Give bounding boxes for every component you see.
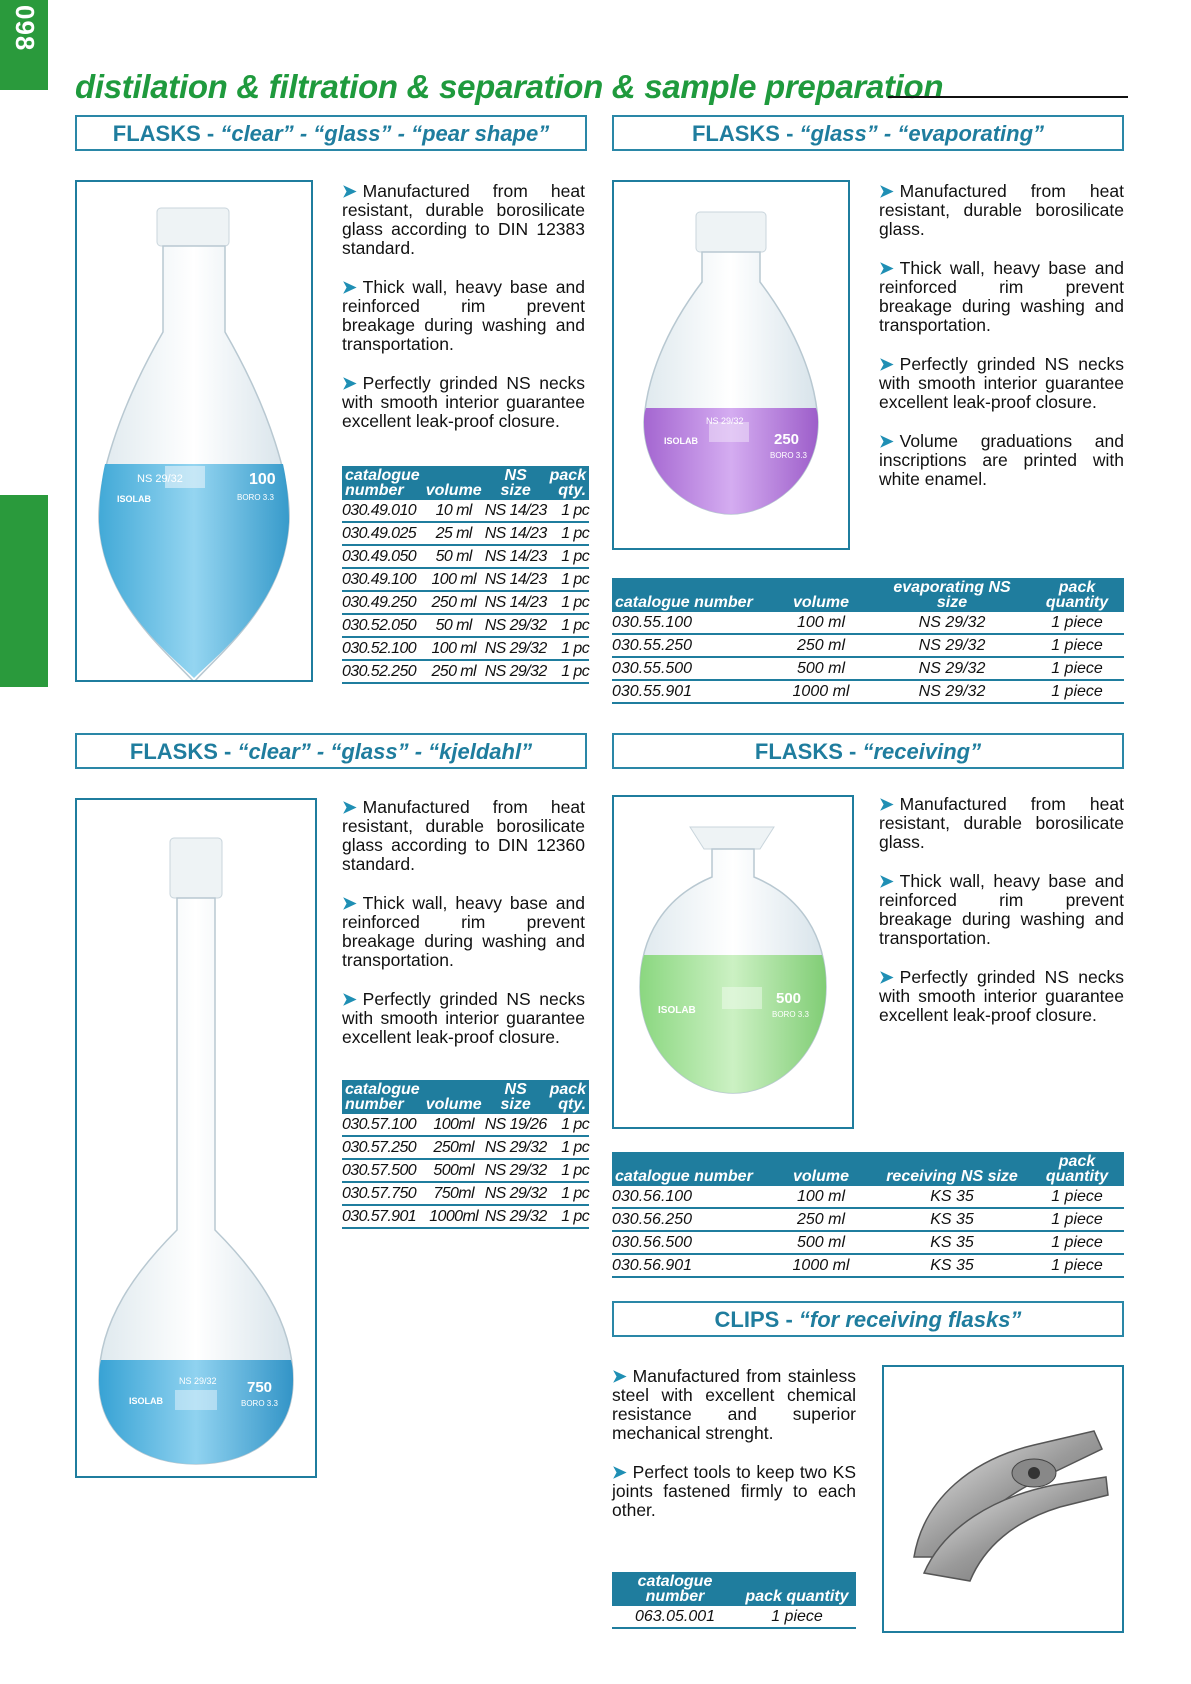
arrow-icon: ➤ <box>879 871 894 891</box>
bullet: ➤ Perfectly grinded NS necks with smooth interior guarantee excellent leak-proof closure. <box>342 989 585 1047</box>
evaporating-flask-image <box>612 180 850 550</box>
evap-label-brand: ISOLAB <box>664 436 699 446</box>
table-row: 063.05.001 1 piece <box>612 1606 856 1628</box>
kjeldahl-label-boro: BORO 3.3 <box>241 1399 278 1408</box>
table-row: 030.56.100 100 ml KS 35 1 piece <box>612 1186 1124 1208</box>
bullet: ➤ Thick wall, heavy base and reinforced rim prevent breakage during washing and transportation. <box>342 277 585 354</box>
col-catalogue: catalogue number <box>342 466 423 500</box>
col-ns-size: evaporating NS size <box>874 578 1030 612</box>
pear-flask-image <box>75 180 313 682</box>
arrow-icon: ➤ <box>612 1462 627 1482</box>
evap-label-ns: NS 29/32 <box>706 416 744 426</box>
kjeldahl-bullets <box>342 798 585 1067</box>
section-header-sub: “receiving” <box>862 739 982 764</box>
arrow-icon: ➤ <box>879 967 894 987</box>
arrow-icon: ➤ <box>879 181 894 201</box>
arrow-icon: ➤ <box>879 258 894 278</box>
pear-label-ns: NS 29/32 <box>137 473 183 485</box>
bullet: ➤ Manufactured from heat resistant, durable borosilicate glass. <box>879 181 1124 239</box>
col-volume: volume <box>768 1152 874 1186</box>
receiving-label-brand: ISOLAB <box>658 1005 696 1016</box>
receiving-label-volume: 500 <box>776 990 802 1007</box>
col-catalogue: catalogue number <box>612 1152 768 1186</box>
evaporating-catalogue-table <box>612 578 1124 704</box>
bullet: ➤ Perfect tools to keep two KS joints fastened firmly to each other. <box>612 1462 856 1520</box>
receiving-catalogue-table <box>612 1152 1124 1278</box>
table-row: 030.57.901 1000ml NS 29/32 1 pc <box>342 1205 589 1228</box>
section-header-main: FLASKS - <box>691 121 800 146</box>
col-catalogue: catalogue number <box>612 578 768 612</box>
col-pack: pack qty. <box>547 1080 589 1114</box>
section-header-pear <box>75 115 587 151</box>
table-row: 030.57.250 250ml NS 29/32 1 pc <box>342 1136 589 1159</box>
col-pack: pack quantity <box>1030 578 1124 612</box>
section-marker-tab <box>0 495 48 687</box>
section-header-receiving <box>612 733 1124 769</box>
receiving-flask-illustration <box>614 797 852 1127</box>
bullet: ➤ Manufactured from heat resistant, durable borosilicate glass according to DIN 12360 standard. <box>342 797 585 874</box>
clips-bullets <box>612 1367 856 1540</box>
bullet: ➤ Thick wall, heavy base and reinforced rim prevent breakage during washing and transportation. <box>879 258 1124 335</box>
table-row: 030.52.250 250 ml NS 29/32 1 pc <box>342 660 589 683</box>
bullet: ➤ Perfectly grinded NS necks with smooth interior guarantee excellent leak-proof closure. <box>879 354 1124 412</box>
clip-image <box>882 1365 1124 1633</box>
table-row: 030.55.250 250 ml NS 29/32 1 piece <box>612 634 1124 657</box>
arrow-icon: ➤ <box>342 277 357 297</box>
section-header-sub: “glass” - “evaporating” <box>799 121 1045 146</box>
table-row: 030.55.100 100 ml NS 29/32 1 piece <box>612 612 1124 634</box>
arrow-icon: ➤ <box>342 797 357 817</box>
bullet: ➤ Manufactured from stainless steel with excellent chemical resistance and superior mechanical strenght. <box>612 1366 856 1443</box>
section-header-main: CLIPS - <box>714 1307 799 1332</box>
evap-label-volume: 250 <box>774 431 800 448</box>
col-volume: volume <box>768 578 874 612</box>
section-header-evaporating <box>612 115 1124 151</box>
pear-flask-illustration <box>77 182 311 680</box>
pear-label-volume: 100 <box>249 471 276 488</box>
table-row: 030.57.100 100ml NS 19/26 1 pc <box>342 1114 589 1136</box>
page-number: 098 <box>10 5 40 52</box>
table-row: 030.56.500 500 ml KS 35 1 piece <box>612 1231 1124 1254</box>
arrow-icon: ➤ <box>879 354 894 374</box>
table-row: 030.52.050 50 ml NS 29/32 1 pc <box>342 614 589 637</box>
table-row: 030.57.500 500ml NS 29/32 1 pc <box>342 1159 589 1182</box>
section-header-main: FLASKS - <box>129 739 238 764</box>
kjeldahl-label-brand: ISOLAB <box>129 1396 164 1406</box>
col-ns-size: NS size <box>485 466 547 500</box>
table-row: 030.49.250 250 ml NS 14/23 1 pc <box>342 591 589 614</box>
kjeldahl-flask-image <box>75 798 317 1478</box>
section-header-sub: “for receiving flasks” <box>798 1307 1022 1332</box>
col-ns-size: receiving NS size <box>874 1152 1030 1186</box>
table-row: 030.49.050 50 ml NS 14/23 1 pc <box>342 545 589 568</box>
bullet: ➤ Manufactured from heat resistant, durable borosilicate glass according to DIN 12383 standard. <box>342 181 585 258</box>
col-pack: pack qty. <box>547 466 589 500</box>
arrow-icon: ➤ <box>342 373 357 393</box>
bullet: ➤ Thick wall, heavy base and reinforced rim prevent breakage during washing and transportation. <box>879 871 1124 948</box>
section-header-sub: “clear” - “glass” - “kjeldahl” <box>237 739 533 764</box>
page-title: distilation & filtration & separation & sample preparation <box>75 68 944 105</box>
evap-label-boro: BORO 3.3 <box>770 451 807 460</box>
arrow-icon: ➤ <box>342 181 357 201</box>
pear-catalogue-table <box>342 466 589 684</box>
section-header-clips <box>612 1301 1124 1337</box>
receiving-label-boro: BORO 3.3 <box>772 1010 809 1019</box>
col-volume: volume <box>423 466 485 500</box>
table-row: 030.56.901 1000 ml KS 35 1 piece <box>612 1254 1124 1277</box>
pear-label-brand: ISOLAB <box>117 494 152 504</box>
kjeldahl-label-volume: 750 <box>247 1379 273 1396</box>
evaporating-bullets <box>879 182 1124 509</box>
kjeldahl-catalogue-table <box>342 1080 589 1229</box>
pear-label-boro: BORO 3.3 <box>237 493 274 502</box>
table-row: 030.49.100 100 ml NS 14/23 1 pc <box>342 568 589 591</box>
receiving-bullets <box>879 795 1124 1045</box>
kjeldahl-label-ns: NS 29/32 <box>179 1376 217 1386</box>
bullet: ➤ Volume graduations and inscriptions are printed with white enamel. <box>879 431 1124 489</box>
col-ns-size: NS size <box>485 1080 547 1114</box>
page-number-tab <box>0 0 48 90</box>
table-row: 030.49.010 10 ml NS 14/23 1 pc <box>342 500 589 522</box>
bullet: ➤ Thick wall, heavy base and reinforced rim prevent breakage during washing and transportation. <box>342 893 585 970</box>
table-row: 030.55.500 500 ml NS 29/32 1 piece <box>612 657 1124 680</box>
table-row: 030.55.901 1000 ml NS 29/32 1 piece <box>612 680 1124 703</box>
col-volume: volume <box>423 1080 485 1114</box>
col-pack: pack quantity <box>738 1572 856 1606</box>
receiving-flask-image <box>612 795 854 1129</box>
section-header-main: FLASKS - <box>112 121 221 146</box>
bullet: ➤ Perfectly grinded NS necks with smooth interior guarantee excellent leak-proof closure. <box>879 967 1124 1025</box>
col-pack: pack quantity <box>1030 1152 1124 1186</box>
bullet: ➤ Perfectly grinded NS necks with smooth interior guarantee excellent leak-proof closure. <box>342 373 585 431</box>
section-header-kjeldahl <box>75 733 587 769</box>
clips-catalogue-table <box>612 1572 856 1629</box>
arrow-icon: ➤ <box>879 431 894 451</box>
table-row: 030.56.250 250 ml KS 35 1 piece <box>612 1208 1124 1231</box>
col-catalogue: catalogue number <box>612 1572 738 1606</box>
table-row: 030.57.750 750ml NS 29/32 1 pc <box>342 1182 589 1205</box>
table-row: 030.49.025 25 ml NS 14/23 1 pc <box>342 522 589 545</box>
section-header-main: FLASKS - <box>754 739 863 764</box>
pear-bullets <box>342 182 585 451</box>
section-header-sub: “clear” - “glass” - “pear shape” <box>220 121 550 146</box>
evaporating-flask-illustration <box>614 182 848 548</box>
kjeldahl-flask-illustration <box>77 800 315 1476</box>
clip-illustration <box>884 1367 1122 1631</box>
arrow-icon: ➤ <box>879 794 894 814</box>
bullet: ➤ Manufactured from heat resistant, durable borosilicate glass. <box>879 794 1124 852</box>
table-row: 030.52.100 100 ml NS 29/32 1 pc <box>342 637 589 660</box>
col-catalogue: catalogue number <box>342 1080 423 1114</box>
arrow-icon: ➤ <box>342 989 357 1009</box>
arrow-icon: ➤ <box>342 893 357 913</box>
title-rule <box>888 96 1128 98</box>
arrow-icon: ➤ <box>612 1366 627 1386</box>
